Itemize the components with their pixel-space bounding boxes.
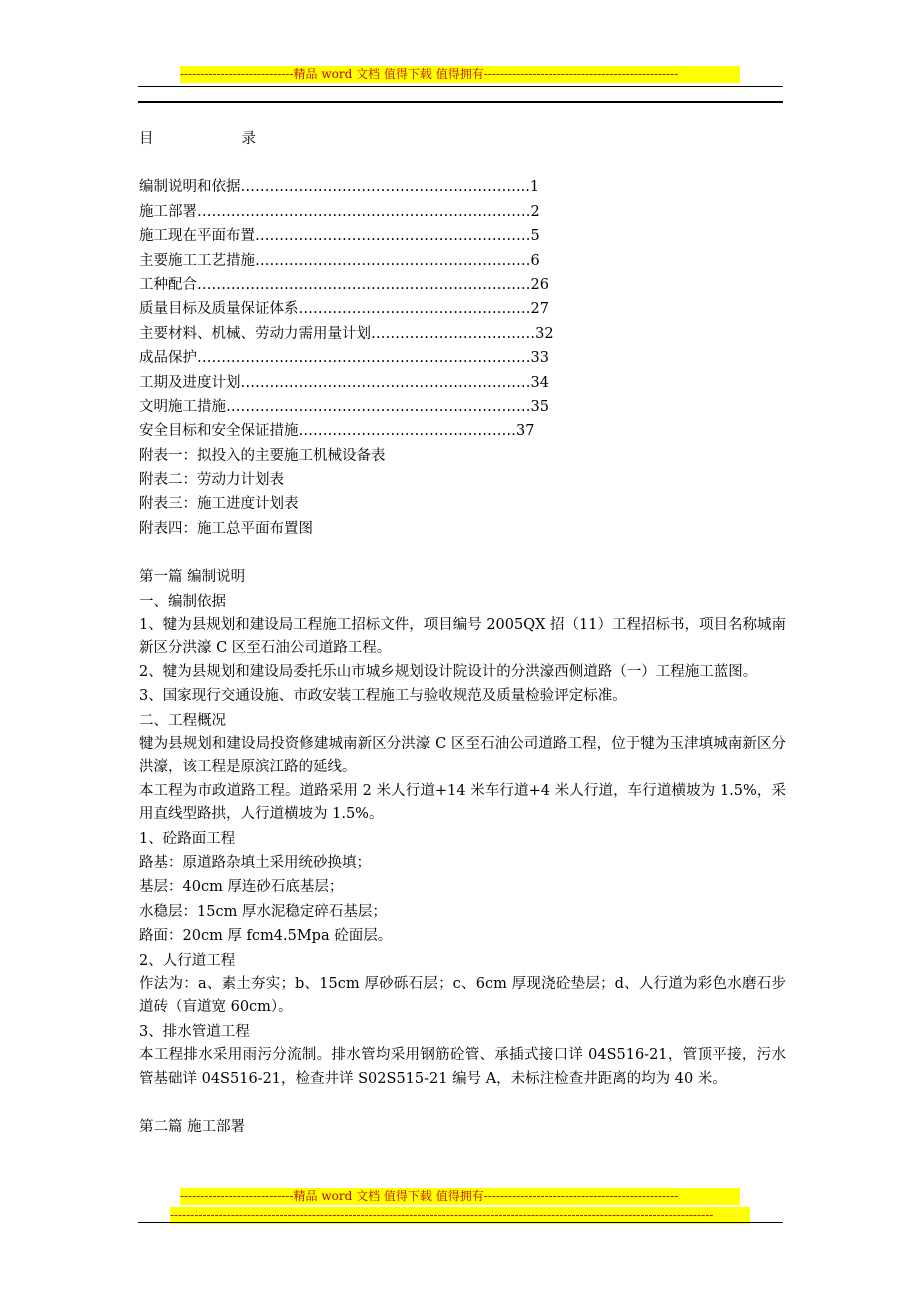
toc-entry: 文明施工措施………………………………………………………35	[139, 398, 549, 415]
part2-title: 第二篇 施工部署	[139, 1119, 246, 1136]
item-title: 1、砼路面工程	[139, 830, 236, 847]
paragraph: 本工程排水采用雨污分流制。排水管均采用钢筋砼管、承插式接口详 04S516-21，管顶平接，污水管基础详 04S516-21，检查井详 S02S515-21 编号 A，未标注检查井距离的均为 40 米。	[139, 1047, 786, 1087]
banner-dashes-left: ----------------------------	[180, 67, 294, 81]
item-title: 3、排水管道工程	[139, 1023, 250, 1040]
paragraph: 作法为：a、素土夯实；b、15cm 厚砂砾石层；c、6cm 厚现浇砼垫层；d、人行道为彩色水磨石步道砖（盲道宽 60cm）。	[139, 976, 786, 1016]
paragraph: 本工程为市政道路工程。道路采用 2 米人行道+14 米车行道+4 米人行道，车行道横坡为 1.5%，采用直线型路拱，人行道横坡为 1.5%。	[139, 782, 786, 823]
header-rule-thick	[138, 101, 783, 103]
toc-entry: 编制说明和依据…………………………………………………...1	[139, 179, 540, 196]
paragraph: 1、犍为县规划和建设局工程施工招标文件，项目编号 2005QX 招（11）工程招标书，项目名称城南新区分洪濠 C 区至石油公司道路工程。	[139, 617, 787, 657]
item-title: 2、人行道工程	[139, 952, 236, 969]
item-line: 路基：原道路杂填土采用统砂换填；	[139, 855, 371, 872]
toc-title-left: 目	[139, 131, 154, 147]
toc-list	[139, 175, 786, 541]
header-rule	[138, 86, 783, 87]
toc-title-right: 录	[241, 131, 256, 147]
appendix-entry: 附表三：施工进度计划表	[139, 496, 299, 513]
appendix-entry: 附表一：拟投入的主要施工机械设备表	[139, 447, 386, 464]
paragraph: 2、犍为县规划和建设局委托乐山市城乡规划设计院设计的分洪濠西侧道路（一）工程施工蓝图。	[139, 663, 758, 680]
toc-entry: 主要材料、机械、劳动力需用量计划………………………….…32	[139, 325, 554, 342]
footer-banner	[180, 1188, 740, 1205]
item-line: 水稳层：15cm 厚水泥稳定碎石基层；	[139, 903, 387, 920]
part1-title: 第一篇 编制说明	[139, 569, 246, 586]
toc-entry: 成品保护……………………………………………………………33	[139, 350, 549, 367]
section-title: 二、工程概况	[139, 712, 226, 729]
footer-rule	[138, 1222, 783, 1223]
toc-title	[139, 127, 786, 151]
banner-dashes-left: ----------------------------	[180, 1189, 294, 1203]
toc-entry: 质量目标及质量保证体系…………………………………………27	[139, 301, 549, 318]
paragraph: 3、国家现行交通设施、市政安装工程施工与验收规范及质量检验评定标准。	[139, 688, 627, 705]
toc-entry: 施工现在平面布置…………………………………………………5	[139, 228, 540, 245]
header-banner	[180, 66, 740, 83]
toc-entry: 工种配合……………………………………………………………26	[139, 276, 549, 293]
banner-text: 精品 word 文档 值得下载 值得拥有	[293, 1189, 484, 1203]
appendix-entry: 附表四：施工总平面布置图	[139, 520, 313, 537]
item-line: 路面：20cm 厚 fcm4.5Mpa 砼面层。	[139, 928, 393, 945]
toc-entry: 主要施工工艺措施…………………………………………………6	[139, 252, 540, 269]
item-line: 基层：40cm 厚连砂石底基层；	[139, 879, 344, 896]
toc-entry: 安全目标和安全保证措施………………………………………37	[139, 423, 535, 440]
banner-dashes-right: ------------------------------------------------	[483, 1189, 679, 1203]
document-body	[139, 127, 786, 1139]
toc-entry: 工期及进度计划……………………………………………………34	[139, 374, 549, 391]
banner-dashes-right: ------------------------------------------------	[483, 67, 679, 81]
toc-entry: 施工部署……………………………………………………………2	[139, 203, 540, 220]
paragraph: 犍为县规划和建设局投资修建城南新区分洪濠 C 区至石油公司道路工程，位于犍为玉津填城南新区分洪濠，该工程是原滨江路的延线。	[139, 736, 786, 776]
banner-text: 精品 word 文档 值得下载 值得拥有	[293, 67, 484, 81]
section-title: 一、编制依据	[139, 593, 226, 610]
banner-dashes-full: --------------------------------------------------------------------------------------------------------------------------------------	[170, 1208, 714, 1222]
appendix-entry: 附表二：劳动力计划表	[139, 472, 284, 489]
